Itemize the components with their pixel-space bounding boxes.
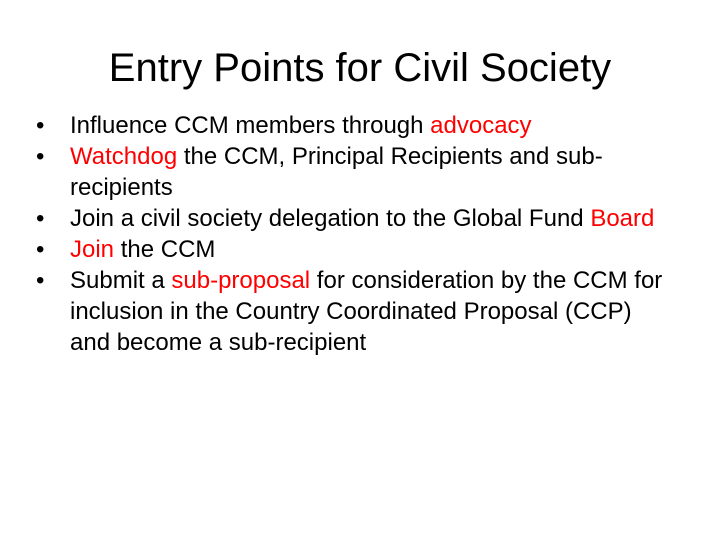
bullet-text xyxy=(70,267,662,356)
bullet-text-highlight: Join xyxy=(70,236,115,263)
bullet-icon: • xyxy=(36,236,45,263)
bullet-text xyxy=(70,205,654,232)
bullet-item xyxy=(36,234,676,265)
slide-title: Entry Points for Civil Society xyxy=(108,46,612,90)
bullet-text-segment: the CCM, Principal Recipients and sub-recipients xyxy=(70,143,603,201)
bullet-text xyxy=(70,236,215,263)
bullet-text-highlight: sub-proposal xyxy=(171,267,311,294)
bullet-text-segment: the CCM xyxy=(114,236,216,263)
bullet-text xyxy=(70,112,532,139)
bullet-item xyxy=(36,110,676,141)
bullet-text-segment: Influence CCM members through xyxy=(70,112,431,139)
bullet-text xyxy=(70,143,603,201)
bullet-text-segment: Join a civil society delegation to the Global Fund xyxy=(70,205,591,232)
bullet-item xyxy=(36,265,676,358)
bullet-text-segment: Submit a xyxy=(70,267,172,294)
bullet-text-highlight: Board xyxy=(590,205,655,232)
bullet-item xyxy=(36,203,676,234)
bullet-item xyxy=(36,141,676,203)
bullet-icon: • xyxy=(36,267,45,294)
bullet-list xyxy=(36,110,676,358)
bullet-text-highlight: advocacy xyxy=(430,112,532,139)
bullet-text-highlight: Watchdog xyxy=(70,143,178,170)
bullet-icon: • xyxy=(36,205,45,232)
bullet-icon: • xyxy=(36,112,45,139)
bullet-text-segment: for consideration by the CCM for inclusion in the Country Coordinated Proposal (CCP) and become a sub-recipient xyxy=(70,267,663,356)
bullet-icon: • xyxy=(36,143,45,170)
